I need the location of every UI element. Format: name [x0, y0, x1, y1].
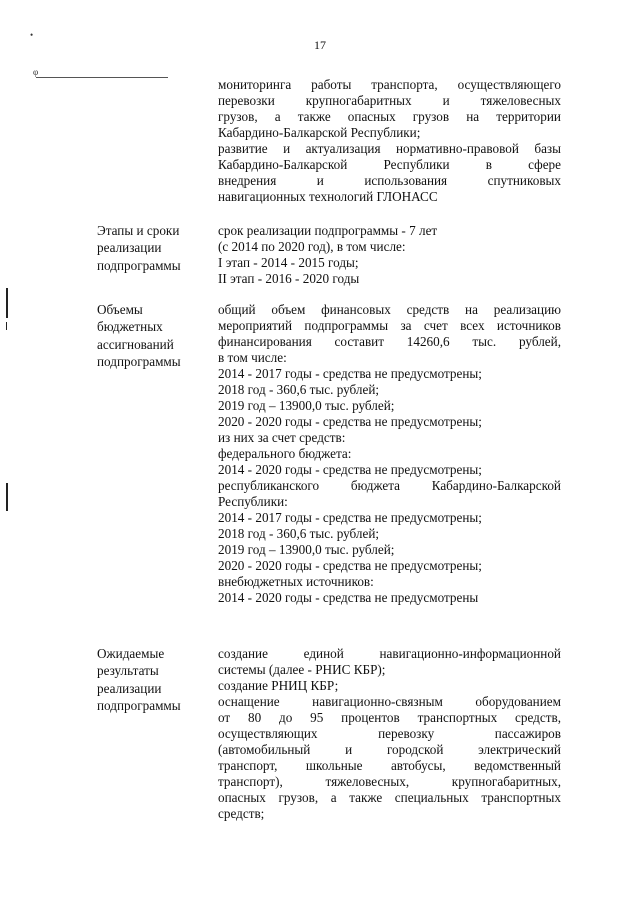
scan-mark: [6, 483, 8, 511]
value-line: создание единой навигационно-информационной: [218, 646, 561, 661]
value-line: из них за счет средств:: [218, 430, 346, 445]
value-line: осуществляющих перевозку пассажиров: [218, 726, 561, 741]
value-line: Республики:: [218, 494, 288, 509]
value-line: в том числе:: [218, 350, 287, 365]
value-line: от 80 до 95 процентов транспортных средств,: [218, 710, 561, 725]
value-line: федерального бюджета:: [218, 446, 352, 461]
margin-dot-top: •: [30, 30, 34, 40]
row-1-value: [218, 223, 561, 287]
value-line: средств;: [218, 806, 265, 821]
value-line: I этап - 2014 - 2015 годы;: [218, 255, 359, 270]
value-line: 2014 - 2017 годы - средства не предусмотрены;: [218, 366, 482, 381]
label-line: Этапы и сроки: [97, 223, 180, 238]
label-line: ассигнований: [97, 336, 174, 352]
value-line: (автомобильный и городской электрический: [218, 742, 561, 757]
value-line: срок реализации подпрограммы - 7 лет: [218, 223, 438, 238]
value-line: внедрения и использования спутниковых: [218, 173, 561, 188]
value-line: 2020 - 2020 годы - средства не предусмотрены;: [218, 558, 482, 573]
label-line: реализации: [97, 240, 162, 256]
label-line: подпрограммы: [97, 698, 181, 714]
value-line: 2014 - 2017 годы - средства не предусмотрены;: [218, 510, 482, 525]
label-line: реализации: [97, 680, 162, 696]
value-line: мероприятий подпрограммы за счет всех источников: [218, 318, 561, 333]
value-line: транспорт), тяжеловесных, крупногабаритных,: [218, 774, 561, 789]
scan-mark: [6, 322, 7, 330]
scan-mark: [6, 288, 8, 318]
row-2-value: [218, 302, 561, 606]
row-1-label: [97, 222, 209, 274]
label-line: Ожидаемые: [97, 646, 165, 661]
value-line: мониторинга работы транспорта, осуществляющего: [218, 77, 561, 92]
label-line: бюджетных: [97, 319, 163, 335]
value-line: финансирования составит 14260,6 тыс. рублей,: [218, 334, 561, 349]
value-line: оснащение навигационно-связным оборудованием: [218, 694, 561, 709]
value-line: 2018 год - 360,6 тыс. рублей;: [218, 526, 380, 541]
page-number: 17: [314, 38, 326, 52]
margin-glyph: φ: [33, 67, 39, 77]
label-line: подпрограммы: [97, 354, 181, 370]
label-line: подпрограммы: [97, 257, 181, 273]
value-line: перевозки крупногабаритных и тяжеловесных: [218, 93, 561, 108]
value-line: создание РНИЦ КБР;: [218, 678, 339, 693]
value-line: 2014 - 2020 годы - средства не предусмотрены;: [218, 462, 482, 477]
row-2-label: [97, 301, 209, 371]
value-line: II этап - 2016 - 2020 годы: [218, 271, 360, 286]
row-3-label: [97, 645, 209, 715]
value-line: системы (далее - РНИС КБР);: [218, 662, 386, 677]
value-line: транспорт, школьные автобусы, ведомственный: [218, 758, 561, 773]
value-line: Кабардино-Балкарской Республики;: [218, 125, 421, 140]
value-line: Кабардино-Балкарской Республики в сфере: [218, 157, 561, 172]
value-line: навигационных технологий ГЛОНАСС: [218, 189, 438, 204]
row-0-value: [218, 77, 561, 205]
value-line: развитие и актуализация нормативно-правовой базы: [218, 141, 561, 156]
row-3-value: [218, 646, 561, 822]
value-line: общий объем финансовых средств на реализацию: [218, 302, 561, 317]
value-line: внебюджетных источников:: [218, 574, 374, 589]
value-line: (с 2014 по 2020 год), в том числе:: [218, 239, 406, 254]
value-line: республиканского бюджета Кабардино-Балкарской: [218, 478, 561, 493]
value-line: 2019 год – 13900,0 тыс. рублей;: [218, 398, 395, 413]
value-line: 2014 - 2020 годы - средства не предусмотрены: [218, 590, 479, 605]
value-line: грузов, а также опасных грузов на территории: [218, 109, 561, 124]
value-line: опасных грузов, а также специальных транспортных: [218, 790, 561, 805]
top-rule: [36, 77, 168, 78]
value-line: 2018 год - 360,6 тыс. рублей;: [218, 382, 380, 397]
label-line: результаты: [97, 663, 159, 679]
value-line: 2019 год – 13900,0 тыс. рублей;: [218, 542, 395, 557]
label-line: Объемы: [97, 302, 143, 317]
value-line: 2020 - 2020 годы - средства не предусмотрены;: [218, 414, 482, 429]
